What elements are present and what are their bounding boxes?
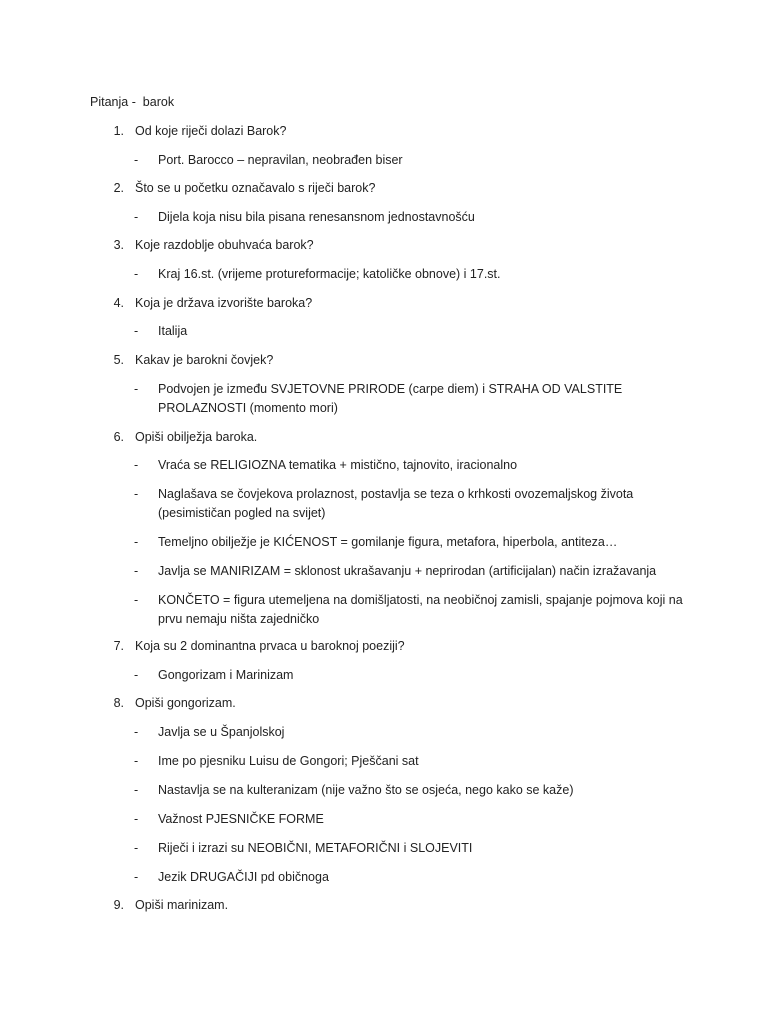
- bullet-dash: -: [134, 783, 139, 797]
- answer-text: Vraća se RELIGIOZNA tematika + mistično, tajnovito, iracionalno: [158, 458, 518, 472]
- question-number: 7.: [113, 639, 124, 653]
- question-text: Opiši obilježja baroka.: [135, 430, 258, 444]
- bullet-dash: -: [134, 382, 139, 396]
- answer-text: Gongorizam i Marinizam: [158, 668, 294, 682]
- question-number: 1.: [113, 124, 124, 138]
- question-number: 3.: [113, 238, 124, 252]
- answer-text: Dijela koja nisu bila pisana renesansnom jednostavnošću: [158, 210, 475, 224]
- answer-text: Italija: [158, 324, 188, 338]
- bullet-dash: -: [134, 870, 139, 884]
- bullet-dash: -: [134, 210, 139, 224]
- answer-text: Važnost PJESNIČKE FORME: [158, 812, 324, 826]
- question-number: 9.: [113, 898, 124, 912]
- answer-text: Temeljno obilježje je KIĆENOST = gomilanje figura, metafora, hiperbola, antiteza…: [158, 535, 618, 549]
- bullet-dash: -: [134, 812, 139, 826]
- bullet-dash: -: [134, 535, 139, 549]
- answer-text: Jezik DRUGAČIJI pd običnoga: [158, 870, 329, 884]
- question-text: Od koje riječi dolazi Barok?: [135, 124, 287, 138]
- answer-text: Ime po pjesniku Luisu de Gongori; Pješčani sat: [158, 754, 419, 768]
- question-text: Kakav je barokni čovjek?: [135, 353, 274, 367]
- question-number: 4.: [113, 296, 124, 310]
- question-text: Koja su 2 dominantna prvaca u baroknoj poeziji?: [135, 639, 405, 653]
- question-number: 2.: [113, 181, 124, 195]
- bullet-dash: -: [134, 487, 139, 501]
- question-text: Koje razdoblje obuhvaća barok?: [135, 238, 314, 252]
- answer-text: Nastavlja se na kulteranizam (nije važno što se osjeća, nego kako se kaže): [158, 783, 574, 797]
- bullet-dash: -: [134, 324, 139, 338]
- answer-text: Podvojen je između SVJETOVNE PRIRODE (carpe diem) i STRAHA OD VALSTITE PROLAZNOSTI (momento mori): [158, 382, 623, 415]
- question-text: Opiši marinizam.: [135, 898, 229, 912]
- answer-text: Javlja se u Španjolskoj: [158, 725, 285, 739]
- question-text: Što se u početku označavalo s riječi barok?: [135, 181, 376, 195]
- answer-text: Riječi i izrazi su NEOBIČNI, METAFORIČNI i SLOJEVITI: [158, 841, 473, 855]
- bullet-dash: -: [134, 458, 139, 472]
- page-title: Pitanja - barok: [90, 95, 175, 109]
- bullet-dash: -: [134, 593, 139, 607]
- bullet-dash: -: [134, 267, 139, 281]
- answer-text: KONČETO = figura utemeljena na domišljatosti, na neobičnoj zamisli, spajanje pojmova koji na prvu nemaju ništa zajedničko: [158, 593, 683, 626]
- answer-text: Naglašava se čovjekova prolaznost, postavlja se teza o krhkosti ovozemaljskog života (pesimističan pogled na svijet): [158, 487, 634, 520]
- question-number: 5.: [113, 353, 124, 367]
- bullet-dash: -: [134, 754, 139, 768]
- answer-text: Kraj 16.st. (vrijeme protureformacije; katoličke obnove) i 17.st.: [158, 267, 501, 281]
- bullet-dash: -: [134, 841, 139, 855]
- answer-text: Javlja se MANIRIZAM = sklonost ukrašavanju + neprirodan (artificijalan) način izražavanja: [158, 564, 657, 578]
- question-text: Koja je država izvorište baroka?: [135, 296, 313, 310]
- bullet-dash: -: [134, 564, 139, 578]
- bullet-dash: -: [134, 153, 139, 167]
- bullet-dash: -: [134, 725, 139, 739]
- bullet-dash: -: [134, 668, 139, 682]
- answer-text: Port. Barocco – nepravilan, neobrađen biser: [158, 153, 403, 167]
- question-number: 8.: [113, 696, 124, 710]
- question-number: 6.: [113, 430, 124, 444]
- question-text: Opiši gongorizam.: [135, 696, 236, 710]
